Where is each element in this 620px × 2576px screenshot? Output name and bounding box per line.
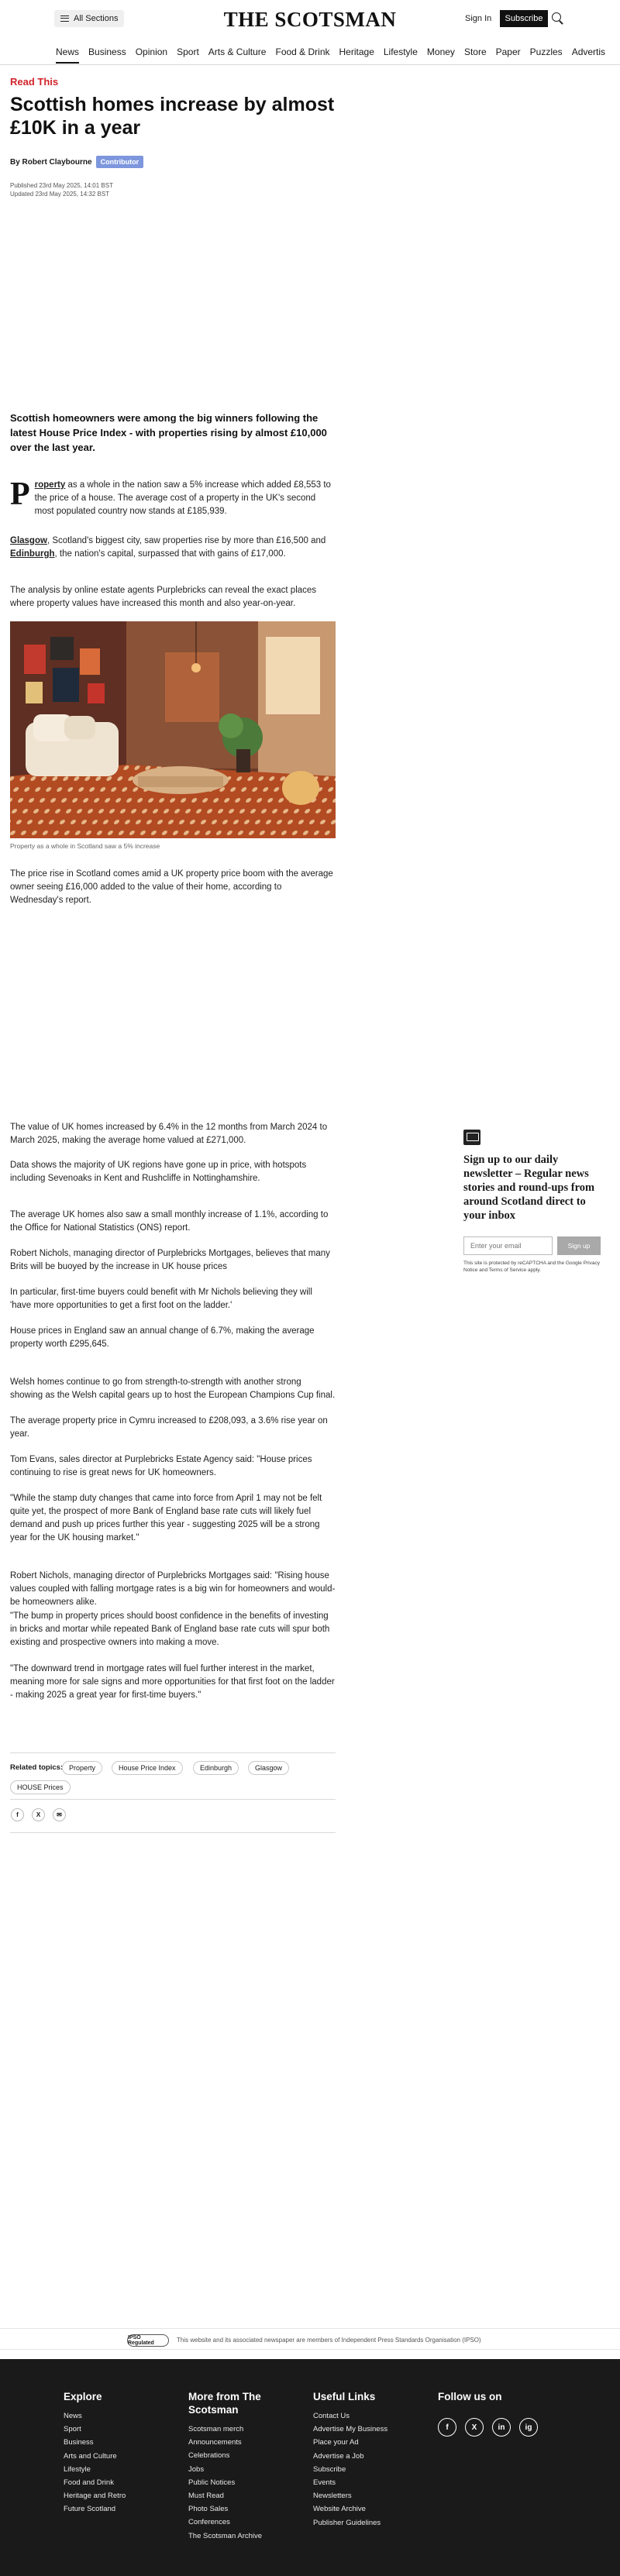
nav-item-lifestyle[interactable]: Lifestyle: [383, 46, 418, 57]
footer-link[interactable]: Arts and Culture: [64, 2451, 117, 2461]
footer-link[interactable]: Publisher Guidelines: [313, 2518, 381, 2527]
article-paragraph: "While the stamp duty changes that came into force from April 1 may not be felt quite yet, the prospect of more Bank of England base rate cuts will likely fuel demand and push up prices further this year - suggesting 2025 will be a strong year for the UK housing market.": [10, 1494, 322, 1543]
footer-useful: [313, 2390, 429, 2530]
article-paragraph: The average property price in Cymru increased to £208,093, a 3.6% rise year on year.: [10, 1416, 328, 1439]
topic-tag[interactable]: Glasgow: [248, 1761, 289, 1775]
article-paragraph: The average UK homes also saw a small monthly increase of 1.1%, according to the Office for National Statistics (ONS) report.: [10, 1210, 329, 1233]
article-paragraph: Tom Evans, sales director at Purplebricks Estate Agency said: "House prices continuing to rise is great news for UK homeowners.: [10, 1455, 312, 1477]
newsletter-signup-button[interactable]: Sign up: [557, 1236, 601, 1255]
footer-link[interactable]: Announcements: [188, 2438, 242, 2447]
nav-item-business[interactable]: Business: [88, 46, 126, 57]
topic-tag[interactable]: HOUSE Prices: [10, 1780, 71, 1794]
property-link[interactable]: roperty: [34, 480, 66, 490]
x-share-icon[interactable]: X: [32, 1808, 45, 1821]
footer-link[interactable]: Celebrations: [188, 2451, 230, 2461]
footer-link[interactable]: Scotsman merch: [188, 2425, 244, 2433]
paragraph-text: , Scotland's biggest city, saw properties rise by more than £16,500 and: [46, 536, 326, 545]
footer-link[interactable]: Lifestyle: [64, 2464, 91, 2474]
topic-tag[interactable]: House Price Index: [112, 1761, 183, 1775]
footer-link[interactable]: Events: [313, 2478, 336, 2488]
facebook-share-icon[interactable]: f: [11, 1808, 24, 1821]
divider: [10, 1799, 336, 1800]
footer-link[interactable]: Public Notices: [188, 2478, 236, 2487]
site-logo[interactable]: THE SCOTSMAN: [223, 8, 397, 31]
footer-link[interactable]: Place your Ad: [313, 2438, 359, 2447]
footer-heading: Follow us on: [438, 2391, 502, 2402]
edinburgh-link[interactable]: Edinburgh: [10, 549, 55, 559]
footer-more: [188, 2390, 281, 2543]
glasgow-link[interactable]: Glasgow: [10, 536, 47, 545]
footer-link[interactable]: Website Archive: [313, 2505, 366, 2514]
article-kicker[interactable]: Read This: [10, 76, 59, 88]
footer-link[interactable]: Subscribe: [313, 2464, 346, 2474]
subscribe-button[interactable]: Subscribe: [500, 10, 548, 27]
nav-item-advertise[interactable]: Advertis: [571, 46, 606, 57]
footer-link[interactable]: Jobs: [188, 2464, 205, 2474]
x-icon[interactable]: X: [465, 2418, 484, 2437]
top-bar: [0, 0, 620, 39]
article-dates: [10, 181, 336, 198]
article-headline: Scottish homes increase by almost £10K in a year: [10, 94, 335, 139]
site-footer: [0, 2359, 620, 2576]
footer-link[interactable]: Advertise My Business: [313, 2425, 388, 2434]
article-paragraph: In particular, first-time buyers could benefit with Mr Nichols believing they will 'have more opportunities to get a first foot on the ladder.': [10, 1288, 312, 1310]
footer-link[interactable]: Must Read: [188, 2492, 224, 2501]
footer-link[interactable]: Food and Drink: [64, 2478, 114, 2488]
footer-link[interactable]: News: [64, 2412, 82, 2420]
article-standfirst: Scottish homeowners were among the big winners following the latest House Price Index - with properties rising by almost £10,000 over the last year.: [10, 412, 327, 453]
footer-link[interactable]: Conferences: [188, 2518, 230, 2527]
instagram-icon[interactable]: ig: [519, 2418, 538, 2437]
published-date: Published 23rd May 2025, 14:01 BST: [10, 182, 113, 189]
footer-follow: [438, 2390, 554, 2409]
ipso-logo[interactable]: IPSO Regulated: [127, 2334, 169, 2347]
facebook-icon[interactable]: f: [438, 2418, 456, 2437]
newsletter-icon: [463, 1130, 480, 1145]
article-paragraph: [10, 476, 336, 518]
article-paragraph: The price rise in Scotland comes amid a UK property price boom with the average owner seeing £16,000 added to the value of their home, according to Wednesday's report.: [10, 869, 333, 905]
author-badge: Contributor: [96, 156, 144, 168]
footer-link[interactable]: Contact Us: [313, 2412, 350, 2420]
nav-item-puzzles[interactable]: Puzzles: [529, 46, 563, 57]
article-paragraph: Welsh homes continue to go from strength-to-strength with another strong showing as the Welsh capital gears up to host the European Champions Cup final.: [10, 1377, 336, 1400]
divider: [10, 1752, 336, 1753]
article-paragraph: Data shows the majority of UK regions have gone up in price, with hotspots including Sevenoaks in Kent and Rushcliffe in Nottinghamshire.: [10, 1161, 307, 1183]
author-name[interactable]: By Robert Claybourne: [10, 157, 92, 167]
living-room-illustration: [10, 621, 336, 838]
footer-explore: [64, 2390, 180, 2516]
footer-link[interactable]: Business: [64, 2438, 94, 2447]
footer-link[interactable]: Future Scotland: [64, 2505, 116, 2514]
footer-link[interactable]: Photo Sales: [188, 2505, 229, 2514]
footer-heading: Explore: [64, 2391, 102, 2402]
footer-link[interactable]: The Scotsman Archive: [188, 2531, 263, 2540]
drop-cap: P: [10, 476, 30, 512]
article-paragraph: Robert Nichols, managing director of Purplebricks Mortgages said: "Rising house values coupled with falling mortgage rates is a big win for homeowners and would-be homeowners alike.: [10, 1571, 336, 1607]
article-paragraph: "The downward trend in mortgage rates will fuel further interest in the market, meaning more for sale signs and more opportunities for that first foot on the ladder - making 2025 a great year for first-time buyers.": [10, 1664, 335, 1700]
topic-tag[interactable]: Property: [62, 1761, 102, 1775]
footer-link[interactable]: Newsletters: [313, 2492, 352, 2501]
article-paragraph: House prices in England saw an annual change of 6.7%, making the average property worth £295,645.: [10, 1326, 315, 1349]
recaptcha-notice: This site is protected by reCAPTCHA and the Google Privacy Notice and Terms of Service apply.: [463, 1260, 600, 1273]
footer-link[interactable]: Advertise a Job: [313, 2451, 364, 2461]
paragraph-text: as a whole in the nation saw a 5% increase which added £8,553 to the price of a house. The average cost of a property in the UK's second most populated country now stands at £185,939.: [34, 480, 331, 516]
footer-heading: Useful Links: [313, 2391, 376, 2402]
email-field[interactable]: [463, 1236, 553, 1255]
related-topics-label: Related topics:: [10, 1763, 64, 1772]
footer-heading: More from The Scotsman: [188, 2391, 261, 2416]
article-paragraph: The value of UK homes increased by 6.4% in the 12 months from March 2024 to March 2025, making the average home valued at £271,000.: [10, 1123, 328, 1145]
article-hero-image: [10, 621, 336, 838]
article-paragraph: Robert Nichols, managing director of Purplebricks Mortgages, believes that many Brits will be buoyed by the increase in UK house prices: [10, 1249, 330, 1271]
article-paragraph: "The bump in property prices should boost confidence in the benefits of investing in bricks and mortar while repeated Bank of England base rate cuts will spur both existing and prospective owners into making a move.: [10, 1611, 330, 1647]
nav-item-money[interactable]: Money: [426, 46, 455, 57]
nav-item-heritage[interactable]: Heritage: [339, 46, 374, 57]
main-nav: [0, 39, 620, 65]
sign-in-link[interactable]: Sign In: [465, 14, 492, 23]
nav-item-store[interactable]: Store: [463, 46, 487, 57]
divider: [10, 1832, 336, 1833]
ipso-text: This website and its associated newspaper are members of Independent Press Standards Organisation (IPSO): [177, 2337, 481, 2344]
nav-item-food-drink[interactable]: Food & Drink: [275, 46, 330, 57]
email-share-icon[interactable]: ✉: [53, 1808, 66, 1821]
footer-link[interactable]: Heritage and Retro: [64, 2492, 126, 2501]
footer-link[interactable]: Sport: [64, 2425, 81, 2434]
byline: [10, 156, 336, 168]
nav-item-news[interactable]: News: [56, 46, 79, 64]
nav-item-sport[interactable]: Sport: [177, 46, 199, 57]
topic-tag[interactable]: Edinburgh: [193, 1761, 239, 1775]
image-caption: Property as a whole in Scotland saw a 5% increase: [10, 842, 160, 850]
newsletter-title: Sign up to our daily newsletter – Regular news stories and round-ups from around Scotland direct to your inbox: [463, 1154, 595, 1222]
nav-item-arts-culture[interactable]: Arts & Culture: [208, 46, 267, 57]
ipso-bar: [0, 2328, 620, 2350]
nav-item-opinion[interactable]: Opinion: [135, 46, 168, 57]
nav-item-paper[interactable]: Paper: [495, 46, 521, 57]
article-paragraph: The analysis by online estate agents Purplebricks can reveal the exact places where property values have increased this month and also year-on-year.: [10, 586, 317, 608]
linkedin-icon[interactable]: in: [492, 2418, 511, 2437]
paragraph-text: , the nation's capital, surpassed that with gains of £17,000.: [54, 549, 286, 559]
search-icon[interactable]: [552, 12, 561, 22]
all-sections-label: All Sections: [74, 14, 119, 23]
article-paragraph: [10, 535, 336, 561]
updated-date: Updated 23rd May 2025, 14:32 BST: [10, 191, 110, 198]
